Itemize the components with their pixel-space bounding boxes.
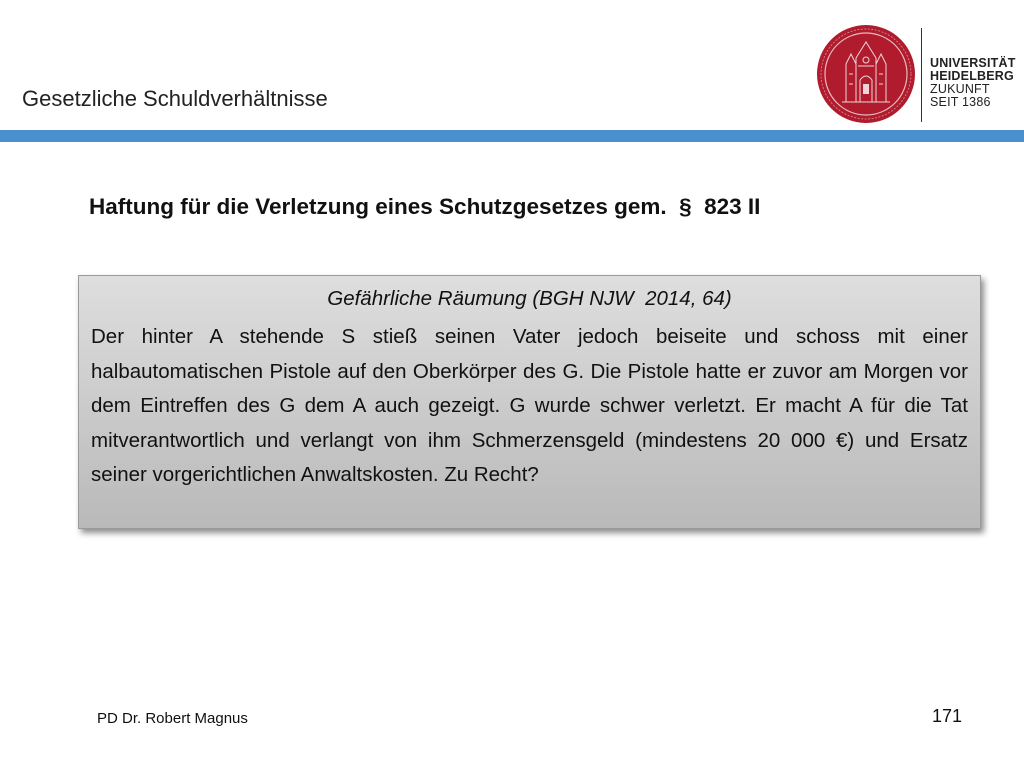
wordmark-line-4: SEIT 1386	[930, 95, 991, 109]
case-text: Der hinter A stehende S stieß seinen Vater jedoch beiseite und schoss mit einer halbautomatischen Pistole auf den Oberkörper des G. Die Pistole hatte er zuvor am Morgen vor dem Eintreffen des G dem A auch gezeigt. G wurde schwer verletzt. Er macht A für die Tat mitverantwortlich und verlangt von ihm Schmerzensgeld (mindestens 20 000 €) und Ersatz seiner vorgerichtlichen Anwaltskosten. Zu Recht?	[91, 325, 968, 486]
wordmark-line-2: HEIDELBERG	[930, 69, 1014, 83]
university-wordmark	[930, 57, 1016, 109]
wordmark-line-1: UNIVERSITÄT	[930, 56, 1016, 70]
footer-author: PD Dr. Robert Magnus	[97, 710, 248, 727]
case-title: Gefährliche Räumung (BGH NJW 2014, 64)	[327, 287, 732, 310]
page-number: 171	[932, 706, 963, 726]
logo-divider	[921, 28, 922, 122]
wordmark-line-3: ZUKUNFT	[930, 82, 990, 96]
case-box	[78, 275, 981, 529]
slide-heading: Haftung für die Verletzung eines Schutzgesetzes gem. § 823 II	[89, 194, 761, 219]
university-seal-logo	[816, 24, 916, 124]
slide-header-title: Gesetzliche Schuldverhältnisse	[22, 86, 328, 111]
header-accent-bar	[0, 130, 1024, 142]
